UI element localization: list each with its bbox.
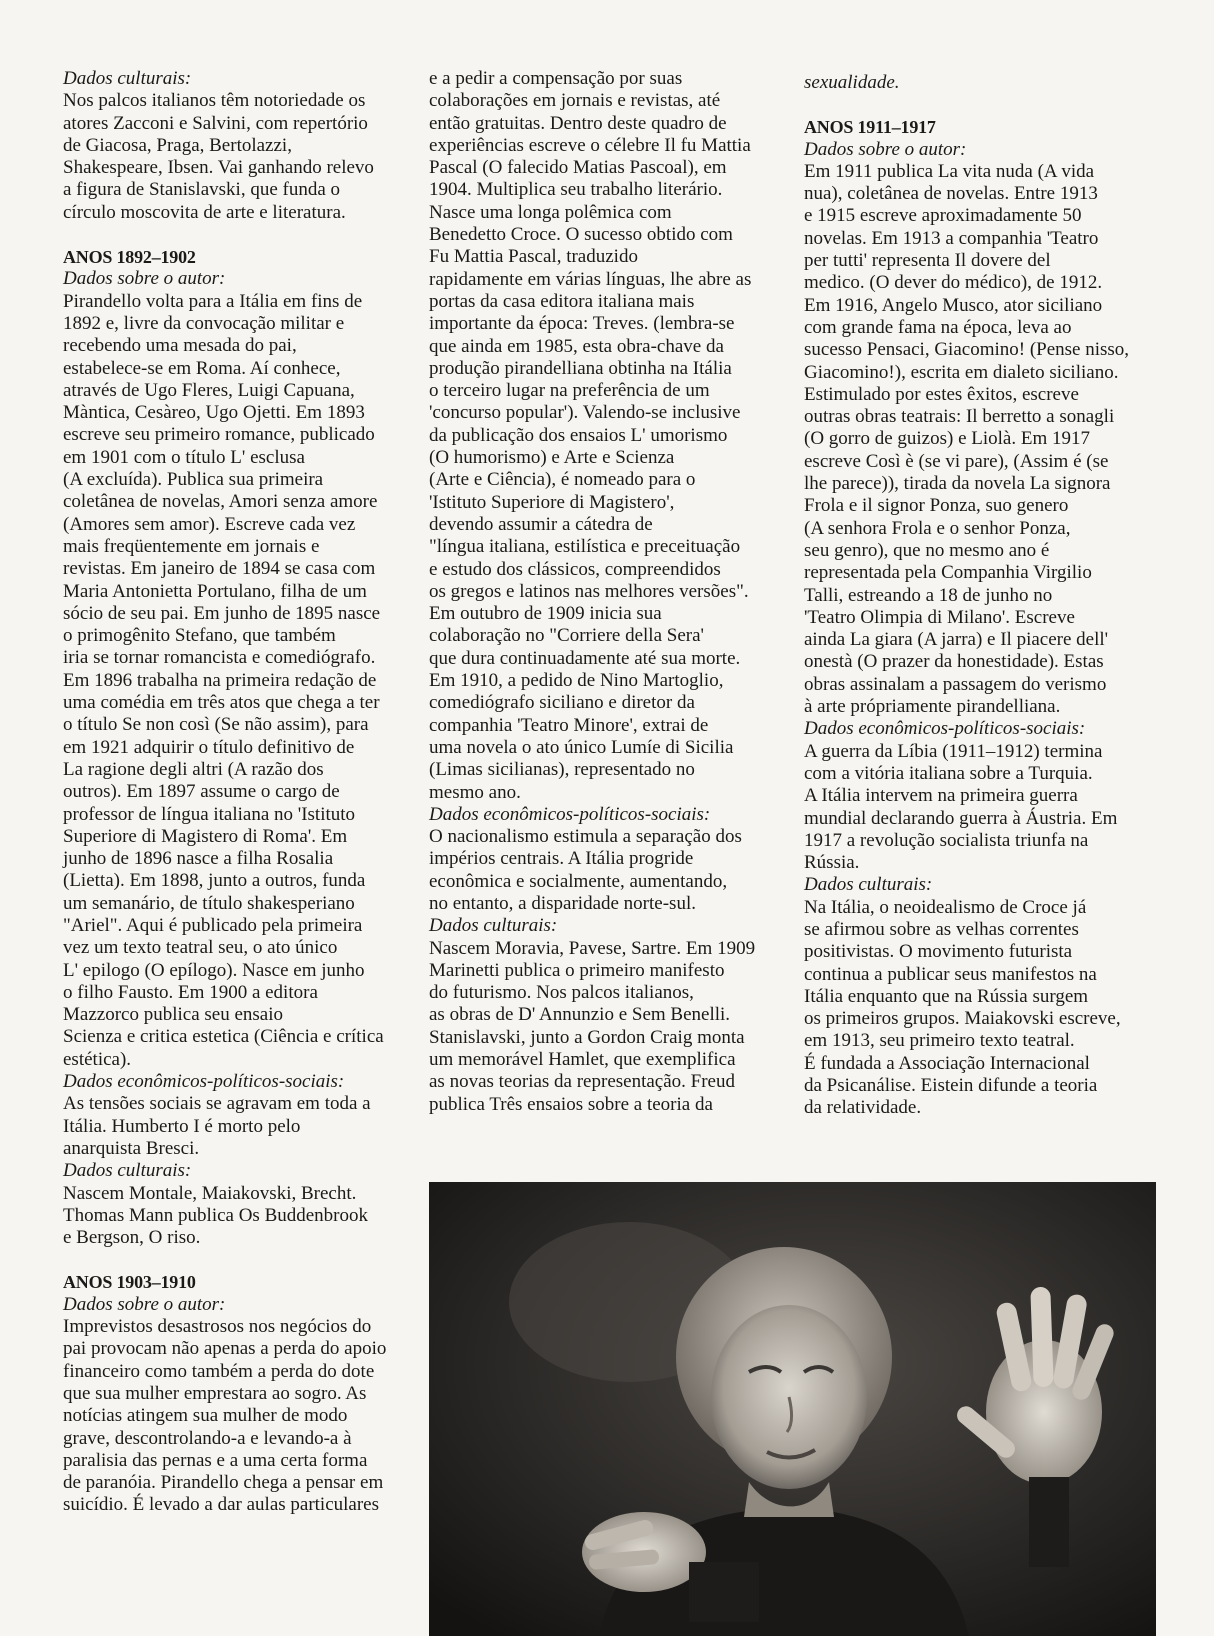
text-line: Stanislavski, junto a Gordon Craig monta xyxy=(429,1026,745,1048)
text-line: Pirandello volta para a Itália em fins de xyxy=(63,290,363,312)
text-line: nua), coletânea de novelas. Entre 1913 xyxy=(804,183,1098,205)
text-line: e estudo dos clássicos, compreendidos xyxy=(429,558,721,580)
text-line: grave, descontrolando-a e levando-a à xyxy=(63,1427,352,1449)
text-line: em 1901 com o título L' esclusa xyxy=(63,446,305,468)
text-line: Giacomino!), escrita em dialeto siciliano. xyxy=(804,361,1119,383)
portrait-illustration xyxy=(429,1182,1156,1636)
text-line: estabelece-se em Roma. Aí conhece, xyxy=(63,357,341,379)
text-line: companhia 'Teatro Minore', extrai de xyxy=(429,714,709,736)
text-line: da publicação dos ensaios L' umorismo xyxy=(429,424,728,446)
subheading: Dados econômicos-políticos-sociais: xyxy=(63,1071,345,1093)
text-line: em 1913, seu primeiro texto teatral. xyxy=(804,1030,1075,1052)
text-line: (A excluída). Publica sua primeira xyxy=(63,469,324,491)
text-line: As tensões sociais se agravam em toda a xyxy=(63,1093,371,1115)
text-line: 'Teatro Olimpia di Milano'. Escreve xyxy=(804,606,1075,628)
text-line: sócio de seu pai. Em junho de 1895 nasce xyxy=(63,602,381,624)
text-line: então gratuitas. Dentro deste quadro de xyxy=(429,112,727,134)
text-line: uma novela o ato único Lumíe di Sicilia xyxy=(429,736,734,758)
text-line: de Giacosa, Praga, Bertolazzi, xyxy=(63,134,292,156)
text-line: A guerra da Líbia (1911–1912) termina xyxy=(804,740,1103,762)
text-line: sucesso Pensaci, Giacomino! (Pense nisso, xyxy=(804,339,1130,361)
text-line: vez um texto teatral seu, o ato único xyxy=(63,937,338,959)
text-line: iria se tornar romancista e comediógrafo. xyxy=(63,647,376,669)
text-line: É fundada a Associação Internacional xyxy=(804,1052,1090,1074)
text-line: círculo moscovita de arte e literatura. xyxy=(63,201,346,223)
text-line xyxy=(804,94,1174,116)
text-line: colaboração no "Corriere della Sera' xyxy=(429,625,704,647)
text-line: representada pela Companhia Virgilio xyxy=(804,562,1092,584)
text-line: Itália enquanto que na Rússia surgem xyxy=(804,985,1089,1007)
text-line: as novas teorias da representação. Freud xyxy=(429,1071,735,1093)
text-line: onestà (O prazer da honestidade). Estas xyxy=(804,651,1104,673)
text-line: em 1921 adquirir o título definitivo de xyxy=(63,736,355,758)
text-line: mesmo ano. xyxy=(429,781,521,803)
text-line: lhe parece)), tirada da novela La signora xyxy=(804,473,1111,495)
subheading: sexualidade. xyxy=(804,72,900,93)
text-line: uma comédia em três atos que chega a ter xyxy=(63,692,380,714)
text-line: Em outubro de 1909 inicia sua xyxy=(429,603,662,625)
text-line: continua a publicar seus manifestos na xyxy=(804,963,1097,985)
text-line: La ragione degli altri (A razão dos xyxy=(63,758,324,780)
text-line: um memorável Hamlet, que exemplifica xyxy=(429,1049,736,1071)
text-line: outros). Em 1897 assume o cargo de xyxy=(63,781,340,803)
text-line: notícias atingem sua mulher de modo xyxy=(63,1405,348,1427)
subheading: Dados econômicos-políticos-sociais: xyxy=(429,803,711,825)
text-line: Fu Mattia Pascal, traduzido xyxy=(429,246,638,268)
text-line: Scienza e critica estetica (Ciência e crítica xyxy=(63,1026,384,1048)
text-line: colaborações em jornais e revistas, até xyxy=(429,90,721,112)
text-line: Imprevistos desastrosos nos negócios do xyxy=(63,1316,372,1338)
text-line: a figura de Stanislavski, que funda o xyxy=(63,179,341,201)
text-line: suicídio. É levado a dar aulas particulares xyxy=(63,1494,380,1516)
text-line: Nos palcos italianos têm notoriedade os xyxy=(63,90,366,112)
text-line: outras obras teatrais: Il berretto a sonagli xyxy=(804,406,1115,428)
text-line: mais freqüentemente em jornais e xyxy=(63,535,320,557)
text-line: da Psicanálise. Eistein difunde a teoria xyxy=(804,1075,1098,1097)
portrait-photo xyxy=(429,1182,1156,1636)
text-line: Na Itália, o neoidealismo de Croce já xyxy=(804,896,1087,918)
text-line: que sua mulher emprestara ao sogro. As xyxy=(63,1382,367,1404)
text-line: através de Ugo Fleres, Luigi Capuana, xyxy=(63,379,355,401)
text-line: experiências escreve o célebre Il fu Mattia xyxy=(429,134,751,156)
text-line: (Arte e Ciência), é nomeado para o xyxy=(429,469,696,491)
text-line: seu genro), que no mesmo ano é xyxy=(804,539,1050,561)
text-line: medico. (O dever do médico), de 1912. xyxy=(804,272,1103,294)
text-line: que dura continuadamente até sua morte. xyxy=(429,647,741,669)
text-line: Em 1911 publica La vita nuda (A vida xyxy=(804,160,1095,182)
section-heading: ANOS 1903–1910 xyxy=(63,1272,196,1293)
text-line: no entanto, a disparidade norte-sul. xyxy=(429,892,696,914)
text-line: 1904. Multiplica seu trabalho literário. xyxy=(429,179,723,201)
text-line: impérios centrais. A Itália progride xyxy=(429,848,694,870)
text-line: rapidamente em várias línguas, lhe abre as xyxy=(429,268,752,290)
text-line: O nacionalismo estimula a separação dos xyxy=(429,826,742,848)
subheading: Dados culturais: xyxy=(429,915,558,937)
text-line: Em 1910, a pedido de Nino Martoglio, xyxy=(429,670,724,692)
text-line: Itália. Humberto I é morto pelo xyxy=(63,1115,301,1137)
text-line: atores Zacconi e Salvini, com repertório xyxy=(63,112,368,134)
text-line: Pascal (O falecido Matias Pascoal), em xyxy=(429,157,727,179)
text-line: os primeiros grupos. Maiakovski escreve, xyxy=(804,1008,1121,1030)
subheading: Dados culturais: xyxy=(804,874,933,896)
text-line: coletânea de novelas, Amori senza amore xyxy=(63,491,378,513)
text-line: que ainda em 1985, esta obra-chave da xyxy=(429,335,724,357)
text-line: estética). xyxy=(63,1048,132,1070)
text-line: Thomas Mann publica Os Buddenbrook xyxy=(63,1204,369,1226)
text-line: pai provocam não apenas a perda do apoio xyxy=(63,1338,387,1360)
text-line: Nasce uma longa polêmica com xyxy=(429,201,672,223)
text-line: o filho Fausto. Em 1900 a editora xyxy=(63,981,318,1003)
text-line: paralisia das pernas e a uma certa forma xyxy=(63,1449,368,1471)
text-line: novelas. Em 1913 a companhia 'Teatro xyxy=(804,227,1099,249)
text-line: importante da época: Treves. (lembra-se xyxy=(429,313,735,335)
text-line: Rússia. xyxy=(804,852,860,874)
text-line: A Itália intervem na primeira guerra xyxy=(804,785,1078,807)
text-line: com a vitória italiana sobre a Turquia. xyxy=(804,762,1093,784)
text-line: (A senhora Frola e o senhor Ponza, xyxy=(804,517,1071,539)
text-line: L' epilogo (O epílogo). Nasce em junho xyxy=(63,959,365,981)
text-column-3 xyxy=(804,72,1174,1120)
text-line: Benedetto Croce. O sucesso obtido com xyxy=(429,224,733,246)
text-line: Em 1916, Angelo Musco, ator siciliano xyxy=(804,294,1103,316)
text-line: se afirmou sobre as velhas correntes xyxy=(804,918,1079,940)
text-line: devendo assumir a cátedra de xyxy=(429,513,653,535)
text-line: Maria Antonietta Portulano, filha de um xyxy=(63,580,367,602)
text-line: produção pirandelliana obtinha na Itália xyxy=(429,357,732,379)
text-line: 'Istituto Superiore di Magistero', xyxy=(429,491,675,513)
text-line: positivistas. O movimento futurista xyxy=(804,941,1073,963)
text-line: Talli, estreando a 18 de junho no xyxy=(804,584,1053,606)
text-line: escreve Così è (se vi pare), (Assim é (se xyxy=(804,450,1109,472)
subheading: Dados culturais: xyxy=(63,68,192,89)
text-line: da relatividade. xyxy=(804,1097,922,1119)
text-line: recebendo uma mesada do pai, xyxy=(63,335,297,357)
text-line: (O gorro de guizos) e Liolà. Em 1917 xyxy=(804,428,1090,450)
text-line: publica Três ensaios sobre a teoria da xyxy=(429,1093,713,1115)
section-heading: ANOS 1911–1917 xyxy=(804,117,936,138)
text-line: os gregos e latinos nas melhores versões". xyxy=(429,580,749,602)
text-line xyxy=(63,224,423,246)
text-line: econômica e socialmente, aumentando, xyxy=(429,870,728,892)
text-line: (Lietta). Em 1898, junto a outros, funda xyxy=(63,870,366,892)
text-line: Frola e il signor Ponza, suo genero xyxy=(804,495,1069,517)
text-line: "Ariel". Aqui é publicado pela primeira xyxy=(63,914,363,936)
text-line: anarquista Bresci. xyxy=(63,1137,200,1159)
text-line: financeiro como também a perda do dote xyxy=(63,1360,375,1382)
text-line: do futurismo. Nos palcos italianos, xyxy=(429,982,694,1004)
text-line: Nascem Montale, Maiakovski, Brecht. xyxy=(63,1182,357,1204)
text-line: 1917 a revolução socialista triunfa na xyxy=(804,829,1089,851)
text-line: Estimulado por estes êxitos, escreve xyxy=(804,383,1079,405)
text-line: o título Se non così (Se não assim), para xyxy=(63,714,369,736)
subheading: Dados sobre o autor: xyxy=(804,138,967,160)
text-line: à arte própriamente pirandelliana. xyxy=(804,696,1061,718)
subheading: Dados sobre o autor: xyxy=(63,268,226,290)
text-line xyxy=(63,1249,423,1271)
text-line: Shakespeare, Ibsen. Vai ganhando relevo xyxy=(63,157,374,179)
text-line: com grande fama na época, leva ao xyxy=(804,316,1072,338)
text-line: (Limas sicilianas), representado no xyxy=(429,759,695,781)
text-line: Nascem Moravia, Pavese, Sartre. Em 1909 xyxy=(429,937,756,959)
text-line: as obras de D' Annunzio e Sem Benelli. xyxy=(429,1004,731,1026)
text-line: Mazzorco publica seu ensaio xyxy=(63,1004,283,1026)
subheading: Dados culturais: xyxy=(63,1160,192,1182)
text-line: 'concurso popular'). Valendo-se inclusive xyxy=(429,402,741,424)
text-line: revistas. Em janeiro de 1894 se casa com xyxy=(63,558,376,580)
text-column-1 xyxy=(63,68,423,1517)
text-line: Màntica, Cesàreo, Ugo Ojetti. Em 1893 xyxy=(63,402,365,424)
text-line: escreve seu primeiro romance, publicado xyxy=(63,424,375,446)
text-line: mundial declarando guerra à Áustria. Em xyxy=(804,807,1118,829)
text-line: o terceiro lugar na preferência de um xyxy=(429,380,710,402)
text-line: 1892 e, livre da convocação militar e xyxy=(63,312,345,334)
text-line: (O humorismo) e Arte e Scienza xyxy=(429,447,675,469)
text-line: e a pedir a compensação por suas xyxy=(429,68,683,89)
text-line: professor de língua italiana no 'Istituto xyxy=(63,803,356,825)
text-line: Em 1896 trabalha na primeira redação de xyxy=(63,669,377,691)
text-line: de paranóia. Pirandello chega a pensar em xyxy=(63,1472,384,1494)
text-line: comediógrafo siciliano e diretor da xyxy=(429,692,695,714)
text-column-2 xyxy=(429,68,799,1116)
text-line: e Bergson, O riso. xyxy=(63,1227,201,1249)
text-line: obras assinalam a passagem do verismo xyxy=(804,673,1107,695)
text-line: junho de 1896 nasce a filha Rosalia xyxy=(63,848,334,870)
text-line: o primogênito Stefano, que também xyxy=(63,625,336,647)
text-line: um semanário, de título shakesperiano xyxy=(63,892,355,914)
text-line: "língua italiana, estilística e preceituação xyxy=(429,536,741,558)
text-line: per tutti' representa Il dovere del xyxy=(804,250,1051,272)
text-line: (Amores sem amor). Escreve cada vez xyxy=(63,513,356,535)
subheading: Dados econômicos-políticos-sociais: xyxy=(804,718,1086,740)
text-line: Superiore di Magistero di Roma'. Em xyxy=(63,825,348,847)
subheading: Dados sobre o autor: xyxy=(63,1293,226,1315)
text-line: e 1915 escreve aproximadamente 50 xyxy=(804,205,1082,227)
section-heading: ANOS 1892–1902 xyxy=(63,247,196,268)
text-line: Marinetti publica o primeiro manifesto xyxy=(429,959,725,981)
text-line: ainda La giara (A jarra) e Il piacere dell' xyxy=(804,629,1109,651)
text-line: portas da casa editora italiana mais xyxy=(429,290,695,312)
